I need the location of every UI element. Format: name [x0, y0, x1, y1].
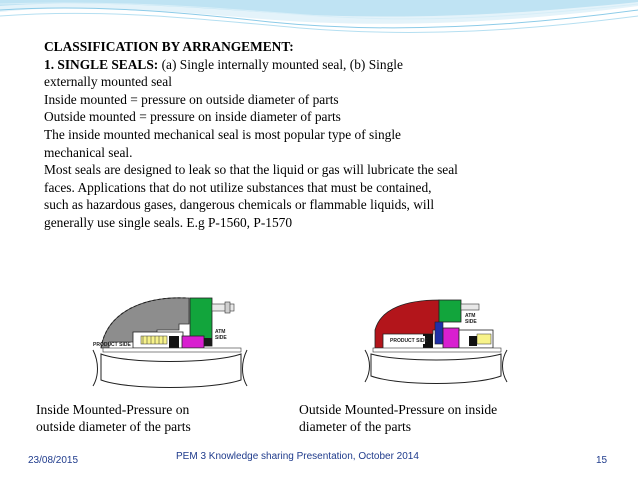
body-line: Most seals are designed to leak so that the liquid or gas will lubricate the seal	[44, 162, 458, 178]
body-line: Inside mounted = pressure on outside diameter of parts	[44, 91, 339, 107]
footer-date: 23/08/2015	[28, 455, 79, 466]
page-number: 15	[596, 455, 608, 466]
caption-line: diameter of the parts	[299, 419, 412, 434]
caption-line: outside diameter of the parts	[36, 419, 191, 434]
body-line: such as hazardous gases, dangerous chemicals or flammable liquids, will	[44, 197, 435, 213]
side-label: SIDE	[215, 335, 227, 341]
atm-label: ATM	[465, 313, 476, 319]
slide-body	[44, 38, 604, 232]
body-line: mechanical seal.	[44, 144, 133, 160]
subheading	[44, 56, 604, 74]
product-side-label: PRODUCT SIDE	[390, 338, 428, 344]
caption-line: Inside Mounted-Pressure on	[36, 402, 190, 417]
subheading-rest: (a) Single internally mounted seal, (b) Single	[158, 56, 403, 72]
product-side-label: PRODUCT SIDE	[93, 342, 131, 348]
body-line: The inside mounted mechanical seal is most popular type of single	[44, 126, 401, 142]
left-figure-caption	[36, 401, 256, 435]
subheading-bold: 1. SINGLE SEALS:	[44, 56, 159, 72]
body-line: externally mounted seal	[44, 74, 172, 90]
body-line: faces. Applications that do not utilize substances that must be contained,	[44, 179, 432, 195]
footer-title: PEM 3 Knowledge sharing Presentation, October 2014	[176, 451, 419, 462]
body-line: Outside mounted = pressure on inside diameter of parts	[44, 109, 341, 125]
outside-mounted-seal-diagram	[359, 290, 514, 390]
caption-line: Outside Mounted-Pressure on inside	[299, 402, 498, 417]
inside-mounted-seal-diagram	[87, 290, 252, 393]
heading: CLASSIFICATION BY ARRANGEMENT:	[44, 39, 294, 54]
body-line: generally use single seals. E.g P-1560, P-1570	[44, 214, 293, 230]
atm-label: ATM	[215, 329, 226, 335]
right-figure-caption	[299, 401, 559, 435]
side-label: SIDE	[465, 319, 477, 325]
